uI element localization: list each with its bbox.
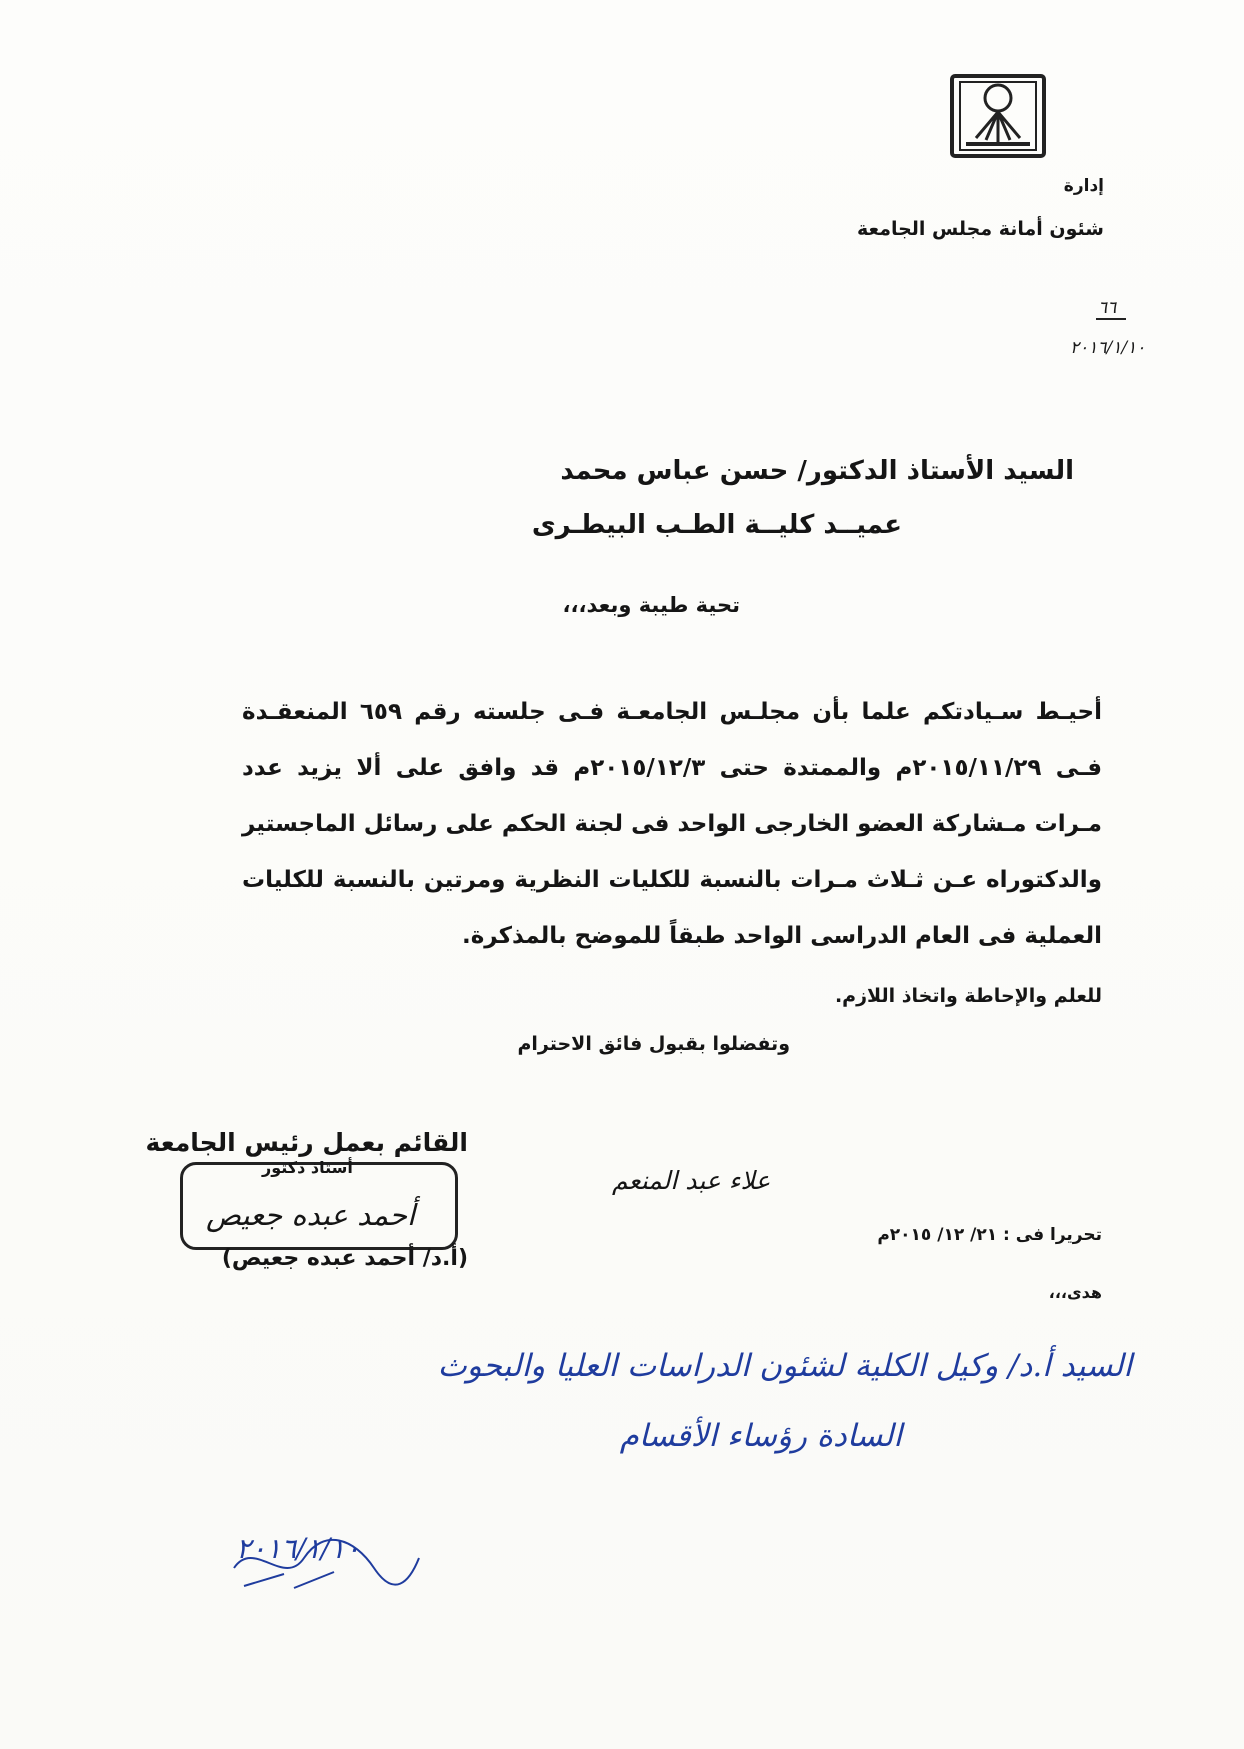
handwritten-note-date: ٢٠١٦/١/١٠ [236, 1532, 361, 1565]
letter-body: أحيـط سـيادتكم علما بأن مجلـس الجامعـة فـى جلسته رقم ٦٥٩ المنعقـدة فـى ٢٠١٥/١١/٢٩م والممتدة حتى ٢٠١٥/١٢/٣م قد وافق على ألا يزيد عدد مـرات مـشاركة العضو الخارجى الواحد فى لجنة الحكم على رسائل الماجستير والدكتوراه عـن ثـلاث مـرات بالنسبة للكليات النظرية ومرتين بالنسبة للكليات العملية فى العام الدراسى الواحد طبقاً للموضح بالمذكرة. [242, 699, 1102, 949]
department-name: شئون أمانة مجلس الجامعة [856, 218, 1104, 240]
signatory-name: (أ.د/ أحمد عبده جعيص) [221, 1246, 468, 1271]
handwritten-scribble [224, 1528, 424, 1598]
closing-line-1: للعلم والإحاطة واتخاذ اللازم. [834, 985, 1102, 1007]
typist-initials: هدى،،، [1048, 1283, 1102, 1302]
reference-underline [1096, 318, 1126, 320]
issue-date: تحريرا فى : ٢١/ ١٢/ ٢٠١٥م [877, 1225, 1102, 1245]
signatory-title: القائم بعمل رئيس الجامعة [145, 1128, 468, 1157]
handwritten-note-1: السيد أ.د/ وكيل الكلية لشئون الدراسات العليا والبحوث [437, 1348, 1132, 1384]
handwritten-note-2: السادة رؤساء الأقسام [619, 1418, 902, 1454]
addressee-title: عميــد كليــة الطـب البيطـرى [531, 510, 902, 540]
stamp-name: أحمد عبده جعيص [206, 1198, 416, 1232]
reference-date: ٢٠١٦/١/١٠ [1070, 338, 1146, 358]
greeting: تحية طيبة وبعد،،، [562, 593, 740, 617]
department-label: إدارة [1063, 176, 1104, 196]
addressee-name: السيد الأستاذ الدكتور/ حسن عباس محمد [560, 456, 1074, 486]
handwritten-signature: علاء عبد المنعم [612, 1166, 771, 1195]
stamp-title: أستاذ دكتور [262, 1158, 353, 1177]
reference-number: ٦٦ [1098, 298, 1117, 318]
closing-line-2: وتفضلوا بقبول فائق الاحترام [517, 1033, 790, 1055]
university-logo [946, 72, 1050, 160]
